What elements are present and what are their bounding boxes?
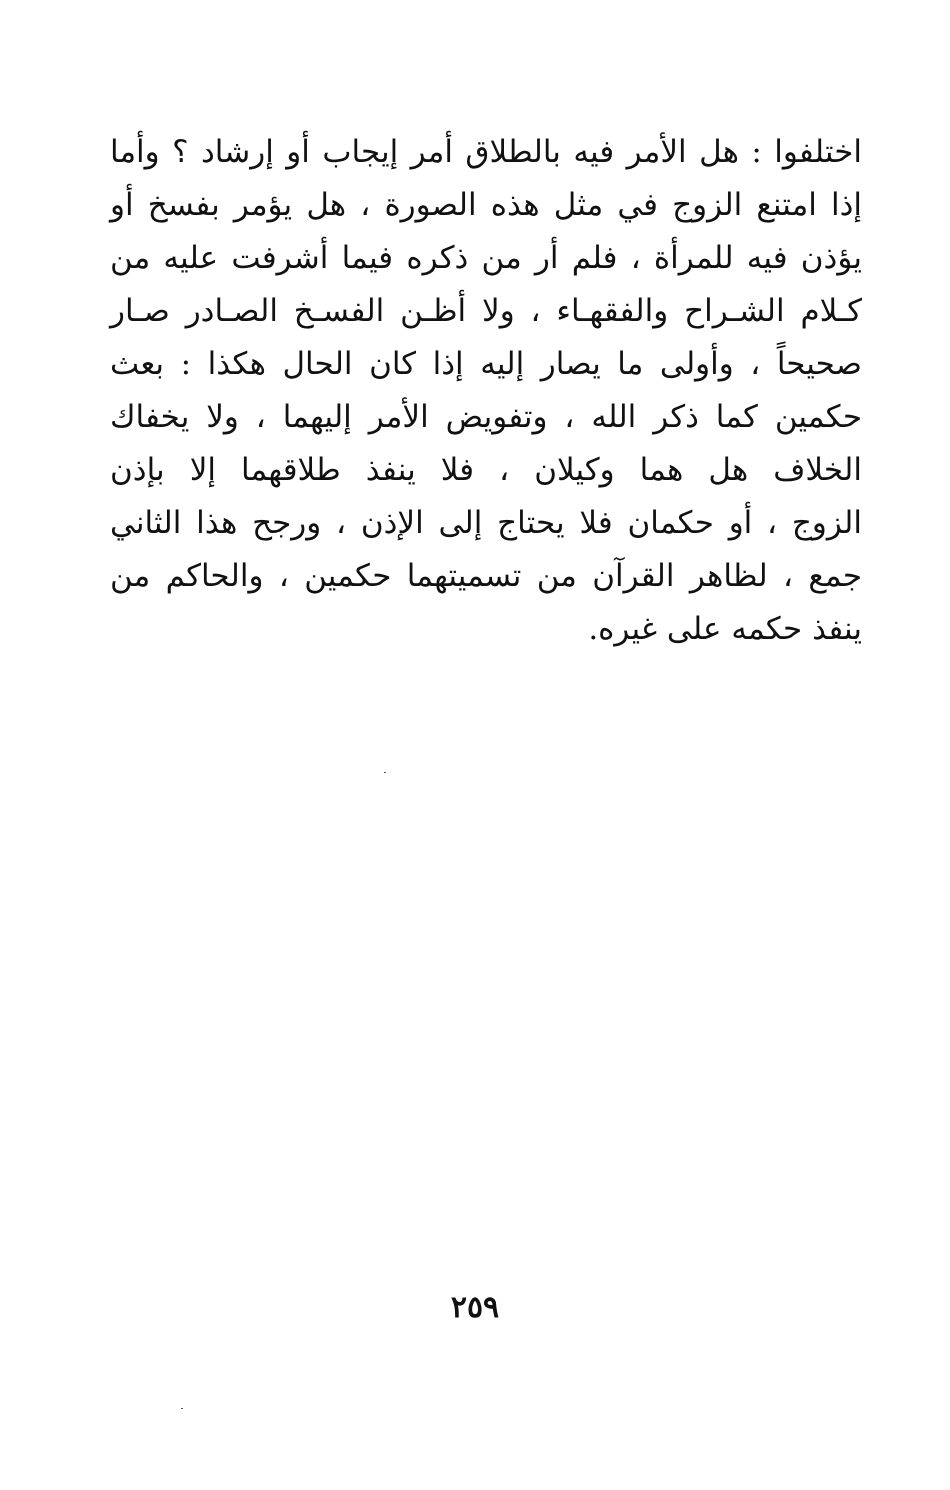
text-line-7: الخلاف هل هما وكيلان ، فلا ينفذ طلاقهما إلا بإذن [110, 452, 862, 488]
text-line-8: الزوج ، أو حكمان فلا يحتاج إلى الإذن ، ورجح هذا الثاني [110, 505, 862, 541]
page-number: ٢٥٩ [450, 1290, 500, 1325]
text-line-6: حكمين كما ذكر الله ، وتفويض الأمر إليهما ، ولا يخفاك [110, 399, 862, 435]
text-line-9: جمع ، لظاهر القرآن من تسميتهما حكمين ، والحاكم من [110, 558, 862, 594]
text-line-2: إذا امتنع الزوج في مثل هذه الصورة ، هل يؤمر بفسخ أو [110, 187, 862, 223]
scan-speck [181, 1408, 183, 1409]
text-line-1: اختلفوا : هل الأمر فيه بالطلاق أمر إيجاب أو إرشاد ؟ وأما [110, 134, 862, 170]
text-line-10: ينفذ حكمه على غيره. [588, 611, 862, 647]
scan-speck [384, 772, 386, 773]
text-line-4: كـلام الشـراح والفقهـاء ، ولا أظـن الفسـخ الصـادر صـار [110, 293, 862, 329]
text-line-5: صحيحاً ، وأولى ما يصار إليه إذا كان الحال هكذا : بعث [110, 346, 862, 382]
text-line-3: يؤذن فيه للمرأة ، فلم أر من ذكره فيما أشرفت عليه من [110, 240, 862, 276]
body-text [110, 126, 862, 656]
